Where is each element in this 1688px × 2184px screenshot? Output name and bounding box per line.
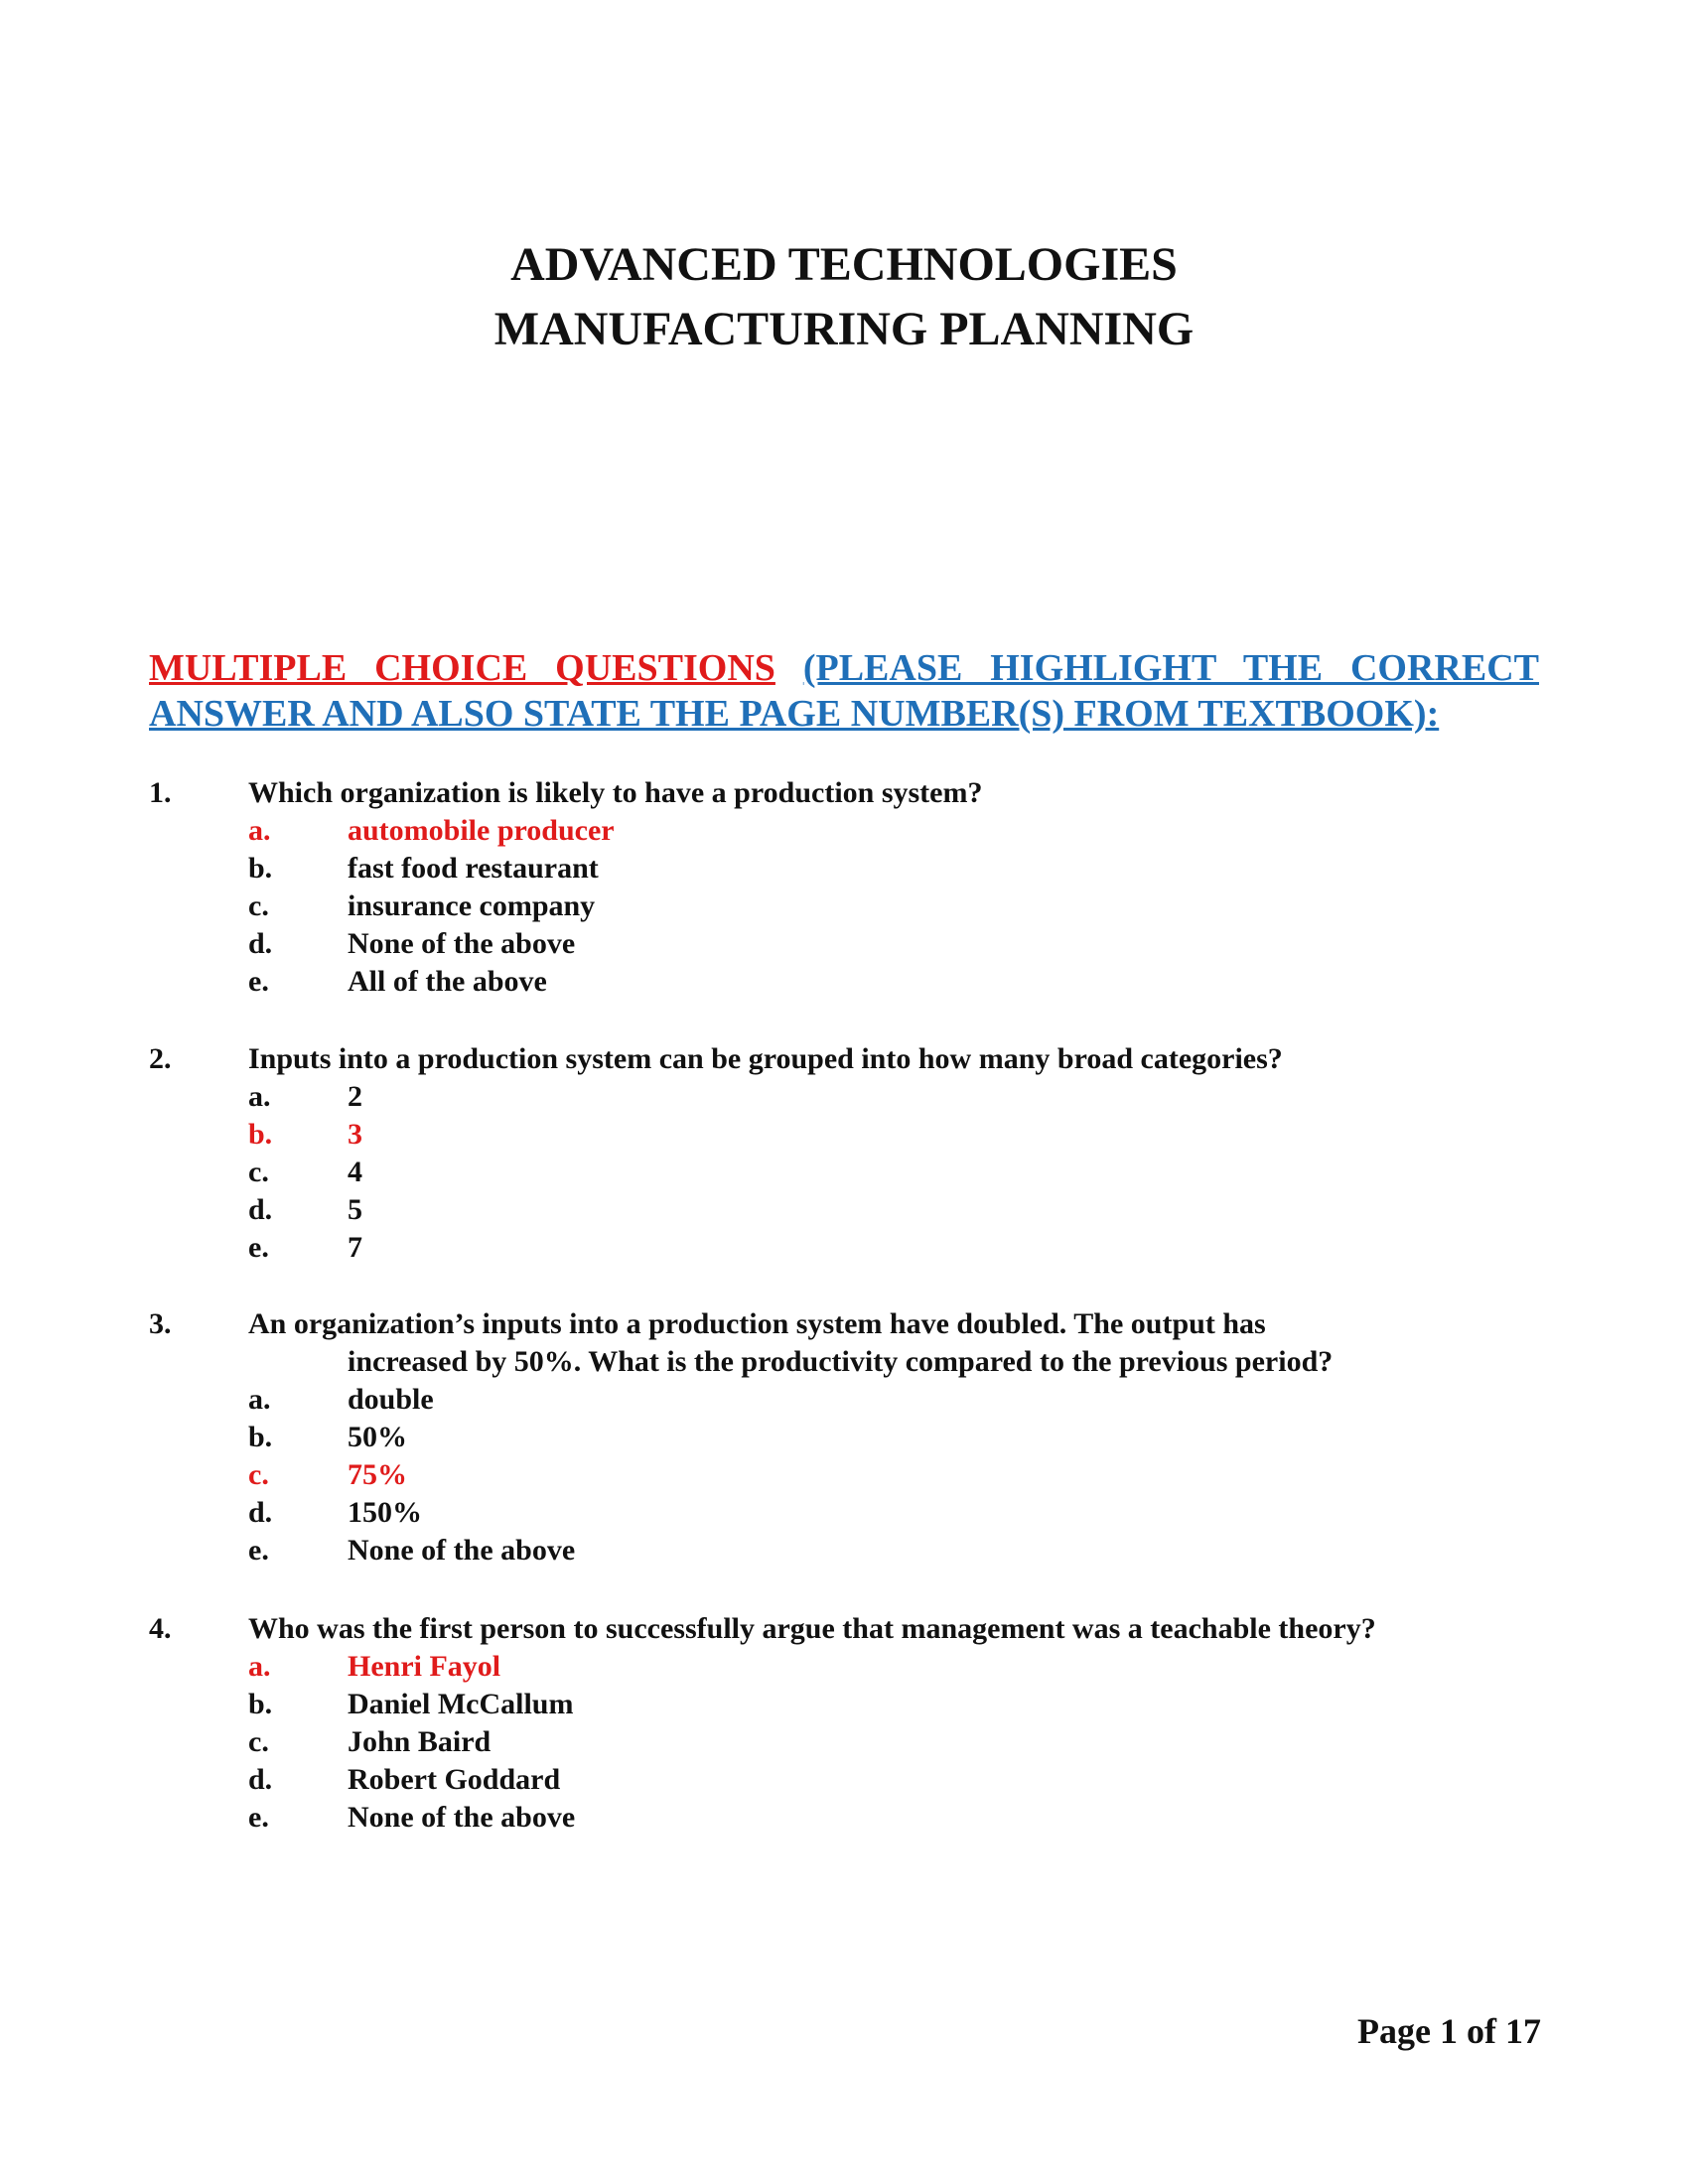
option-letter: c. — [248, 889, 269, 922]
option-letter: c. — [248, 1458, 269, 1491]
option-letter: e. — [248, 1231, 269, 1264]
option-letter: a. — [248, 1383, 271, 1416]
option-text: John Baird — [348, 1725, 492, 1758]
option-letter: e. — [248, 965, 269, 998]
question-stem: An organization’s inputs into a production system have doubled. The output has — [248, 1307, 1266, 1340]
option-letter: d. — [248, 1763, 273, 1796]
question-stem: Inputs into a production system can be grouped into how many broad categories? — [248, 1042, 1283, 1075]
option-text: 3 — [348, 1118, 362, 1151]
document-title-line1: ADVANCED TECHNOLOGIES — [510, 238, 1178, 291]
option-text: 7 — [348, 1231, 362, 1264]
option-letter: c. — [248, 1156, 269, 1188]
option-text: Henri Fayol — [348, 1650, 501, 1683]
option-text: All of the above — [348, 965, 547, 998]
instructions-red-part: MULTIPLE CHOICE QUESTIONS — [149, 647, 775, 689]
document-title-line2: MANUFACTURING PLANNING — [493, 303, 1195, 355]
question-stem-continued: increased by 50%. What is the productivity compared to the previous period? — [348, 1345, 1334, 1378]
option-text: 150% — [348, 1496, 422, 1529]
option-letter: b. — [248, 1421, 273, 1453]
option-text: 50% — [348, 1421, 407, 1453]
instructions-heading — [149, 645, 1539, 737]
page-number: Page 1 of 17 — [1357, 2011, 1541, 2051]
option-letter: d. — [248, 927, 273, 960]
instructions-blue-part: (PLEASE HIGHLIGHT THE CORRECT ANSWER AND ALSO STATE THE PAGE NUMBER(S) FROM TEXTBOOK): — [149, 647, 1540, 735]
option-text: 2 — [348, 1080, 362, 1113]
option-text: insurance company — [348, 889, 596, 922]
option-text: Daniel McCallum — [348, 1688, 574, 1720]
option-text: fast food restaurant — [348, 852, 599, 885]
question-number: 1. — [149, 776, 172, 809]
question-number: 4. — [149, 1612, 172, 1645]
option-letter: a. — [248, 1650, 271, 1683]
question-number: 3. — [149, 1307, 172, 1340]
option-letter: d. — [248, 1193, 273, 1226]
option-letter: b. — [248, 852, 273, 885]
option-letter: b. — [248, 1118, 273, 1151]
option-text: None of the above — [348, 1534, 576, 1567]
option-text: automobile producer — [348, 814, 615, 847]
option-letter: c. — [248, 1725, 269, 1758]
question-number: 2. — [149, 1042, 172, 1075]
option-letter: b. — [248, 1688, 273, 1720]
option-text: 4 — [348, 1156, 362, 1188]
option-text: None of the above — [348, 1801, 576, 1834]
question-stem: Which organization is likely to have a production system? — [248, 776, 983, 809]
option-text: None of the above — [348, 927, 576, 960]
option-letter: a. — [248, 814, 271, 847]
option-letter: e. — [248, 1801, 269, 1834]
option-letter: a. — [248, 1080, 271, 1113]
option-letter: d. — [248, 1496, 273, 1529]
option-text: 75% — [348, 1458, 407, 1491]
option-text: 5 — [348, 1193, 362, 1226]
option-text: double — [348, 1383, 434, 1416]
option-text: Robert Goddard — [348, 1763, 561, 1796]
option-letter: e. — [248, 1534, 269, 1567]
question-stem: Who was the first person to successfully argue that management was a teachable theory? — [248, 1612, 1376, 1645]
